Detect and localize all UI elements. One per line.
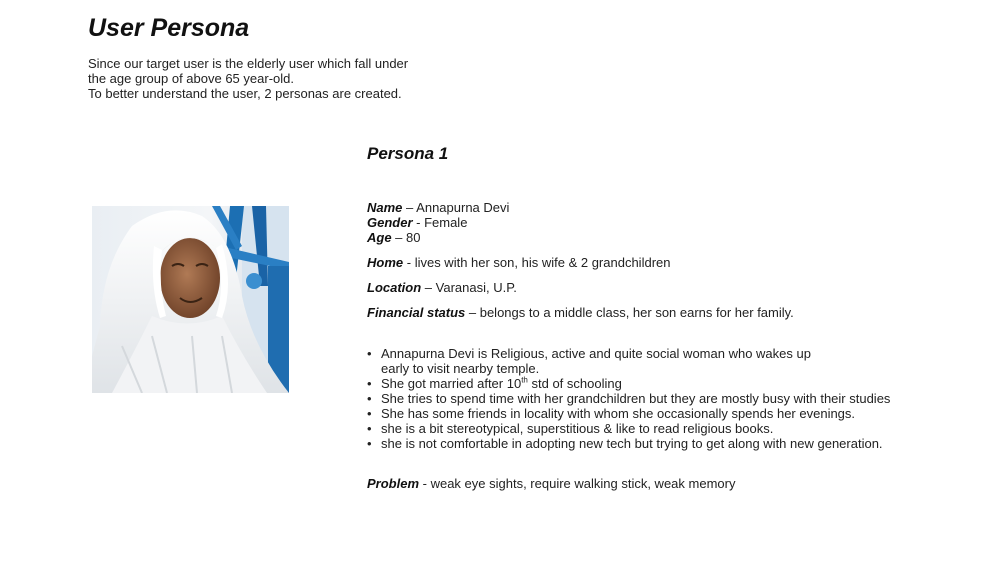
name-value: Annapurna Devi bbox=[416, 200, 510, 215]
age-value: 80 bbox=[406, 230, 421, 245]
persona-details bbox=[367, 200, 794, 320]
list-item-text: She got married after 10 bbox=[381, 376, 522, 391]
intro-line: the age group of above 65 year-old. bbox=[88, 71, 294, 86]
list-item-text: std of schooling bbox=[527, 376, 622, 391]
gender-label: Gender bbox=[367, 215, 413, 230]
intro-text bbox=[88, 56, 508, 101]
separator: – bbox=[465, 305, 480, 320]
page-title: User Persona bbox=[88, 14, 250, 42]
name-row bbox=[367, 200, 794, 215]
list-item bbox=[367, 376, 890, 391]
elderly-woman-portrait bbox=[92, 206, 289, 393]
list-item: • She has some friends in locality with whom she occasionally spends her evenings. bbox=[367, 406, 890, 421]
name-label: Name bbox=[367, 200, 403, 215]
list-item: • She tries to spend time with her grandchildren but they are mostly busy with their studies bbox=[367, 391, 890, 406]
financial-row bbox=[367, 305, 794, 320]
problem-label: Problem bbox=[367, 476, 420, 491]
separator: - bbox=[412, 215, 425, 230]
list-item: • she is not comfortable in adopting new tech but trying to get along with new generation. bbox=[367, 436, 890, 451]
gender-row bbox=[367, 215, 794, 230]
separator: - bbox=[419, 476, 431, 491]
home-row bbox=[367, 255, 794, 270]
persona-photo bbox=[92, 206, 289, 393]
problem-value: weak eye sights, require walking stick, weak memory bbox=[430, 476, 736, 491]
separator: – bbox=[402, 200, 417, 215]
home-value: lives with her son, his wife & 2 grandchildren bbox=[414, 255, 671, 270]
separator: – bbox=[421, 280, 436, 295]
problem-row bbox=[367, 476, 735, 491]
list-item: • Annapurna Devi is Religious, active and quite social woman who wakes up bbox=[367, 346, 890, 361]
age-row bbox=[367, 230, 794, 245]
intro-line: To better understand the user, 2 personas are created. bbox=[88, 86, 402, 101]
separator: - bbox=[403, 255, 415, 270]
separator: – bbox=[391, 230, 407, 245]
persona-heading: Persona 1 bbox=[367, 144, 449, 163]
age-label: Age bbox=[367, 230, 392, 245]
list-item: • she is a bit stereotypical, superstitious & like to read religious books. bbox=[367, 421, 890, 436]
financial-value: belongs to a middle class, her son earns for her family. bbox=[479, 305, 794, 320]
location-value: Varanasi, U.P. bbox=[435, 280, 517, 295]
location-row bbox=[367, 280, 794, 295]
financial-label: Financial status bbox=[367, 305, 466, 320]
gender-value: Female bbox=[424, 215, 468, 230]
intro-line: Since our target user is the elderly user which fall under bbox=[88, 56, 409, 71]
home-label: Home bbox=[367, 255, 404, 270]
superscript: th bbox=[521, 375, 528, 385]
location-label: Location bbox=[367, 280, 422, 295]
list-item-continuation: early to visit nearby temple. bbox=[381, 361, 540, 376]
persona-traits-list bbox=[367, 346, 890, 451]
